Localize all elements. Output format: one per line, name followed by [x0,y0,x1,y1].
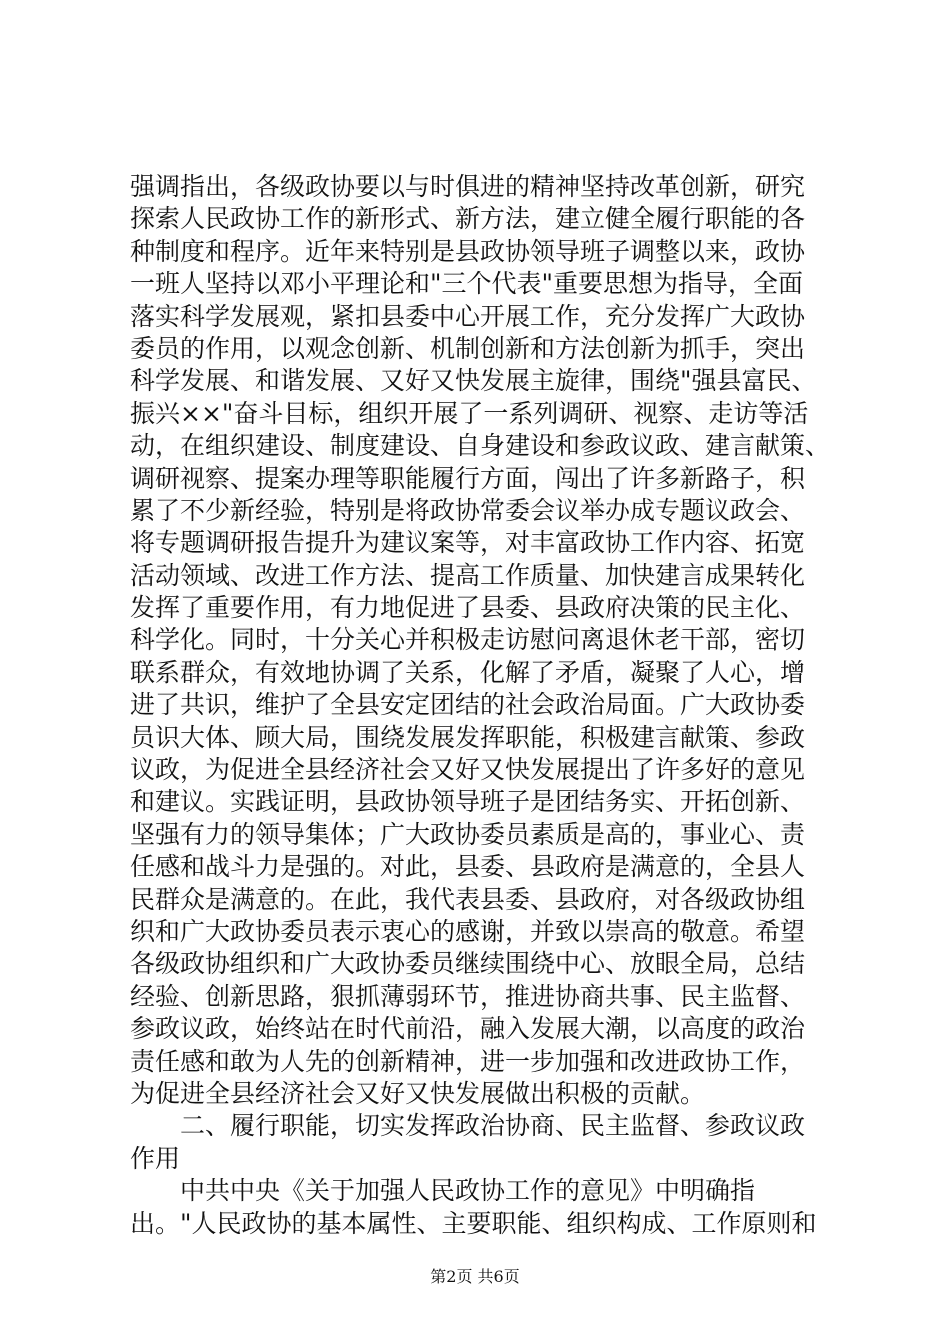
text-line: 出。"人民政协的基本属性、主要职能、组织构成、工作原则和 [130,1208,817,1238]
text-line: 科学发展、和谐发展、又好又快发展主旋律，围绕"强县富民、 [130,366,817,396]
text-line: 议政，为促进全县经济社会又好又快发展提出了许多好的意见 [130,755,806,785]
section-heading: 二、履行职能，切实发挥政治协商、民主监督、参政议政 [130,1111,806,1141]
text-line: 活动领域、改进工作方法、提高工作质量、加快建言成果转化 [130,560,806,590]
text-line: 动，在组织建设、制度建设、自身建设和参政议政、建言献策、 [130,431,831,461]
text-line: 调研视察、提案办理等职能履行方面，闯出了许多新路子，积 [130,463,806,493]
text-line: 将专题调研报告提升为建议案等，对丰富政协工作内容、拓宽 [130,528,806,558]
section-heading-continued: 作用 [130,1143,181,1173]
text-line: 累了不少新经验，特别是将政协常委会议举办成专题议政会、 [130,495,806,525]
text-line: 振兴××"奋斗目标，组织开展了一系列调研、视察、走访等活 [130,398,809,428]
text-line: 联系群众，有效地协调了关系，化解了矛盾，凝聚了人心，增 [130,657,806,687]
text-line: 探索人民政协工作的新形式、新方法，建立健全履行职能的各 [130,204,806,234]
text-line: 中共中央《关于加强人民政协工作的意见》中明确指 [130,1176,756,1206]
text-line: 经验、创新思路，狠抓薄弱环节，推进协商共事、民主监督、 [130,981,806,1011]
text-line: 种制度和程序。近年来特别是县政协领导班子调整以来，政协 [130,236,806,266]
text-line: 参政议政，始终站在时代前沿，融入发展大潮，以高度的政治 [130,1014,806,1044]
text-line: 委员的作用，以观念创新、机制创新和方法创新为抓手，突出 [130,333,806,363]
text-line: 责任感和敢为人先的创新精神，进一步加强和改进政协工作， [130,1046,806,1076]
text-line: 各级政协组织和广大政协委员继续围绕中心、放眼全局，总结 [130,949,806,979]
text-line: 和建议。实践证明，县政协领导班子是团结务实、开拓创新、 [130,787,806,817]
text-line: 一班人坚持以邓小平理论和"三个代表"重要思想为指导，全面 [130,269,804,299]
text-line: 民群众是满意的。在此，我代表县委、县政府，对各级政协组 [130,884,806,914]
text-line: 为促进全县经济社会又好又快发展做出积极的贡献。 [130,1078,706,1108]
text-line: 科学化。同时，十分关心并积极走访慰问离退休老干部，密切 [130,625,806,655]
text-line: 强调指出，各级政协要以与时俱进的精神坚持改革创新，研究 [130,172,806,201]
body-text [130,171,860,1240]
page-number-footer: 第2页 共6页 [430,1267,520,1286]
text-line: 任感和战斗力是强的。对此，县委、县政府是满意的，全县人 [130,852,806,882]
text-line: 发挥了重要作用，有力地促进了县委、县政府决策的民主化、 [130,593,806,623]
text-line: 员识大体、顾大局，围绕发展发挥职能，积极建言献策、参政 [130,722,806,752]
text-line: 坚强有力的领导集体；广大政协委员素质是高的，事业心、责 [130,819,806,849]
text-line: 织和广大政协委员表示衷心的感谢，并致以崇高的敬意。希望 [130,916,806,946]
text-line: 落实科学发展观，紧扣县委中心开展工作，充分发挥广大政协 [130,301,806,331]
text-line: 进了共识，维护了全县安定团结的社会政治局面。广大政协委 [130,690,806,720]
